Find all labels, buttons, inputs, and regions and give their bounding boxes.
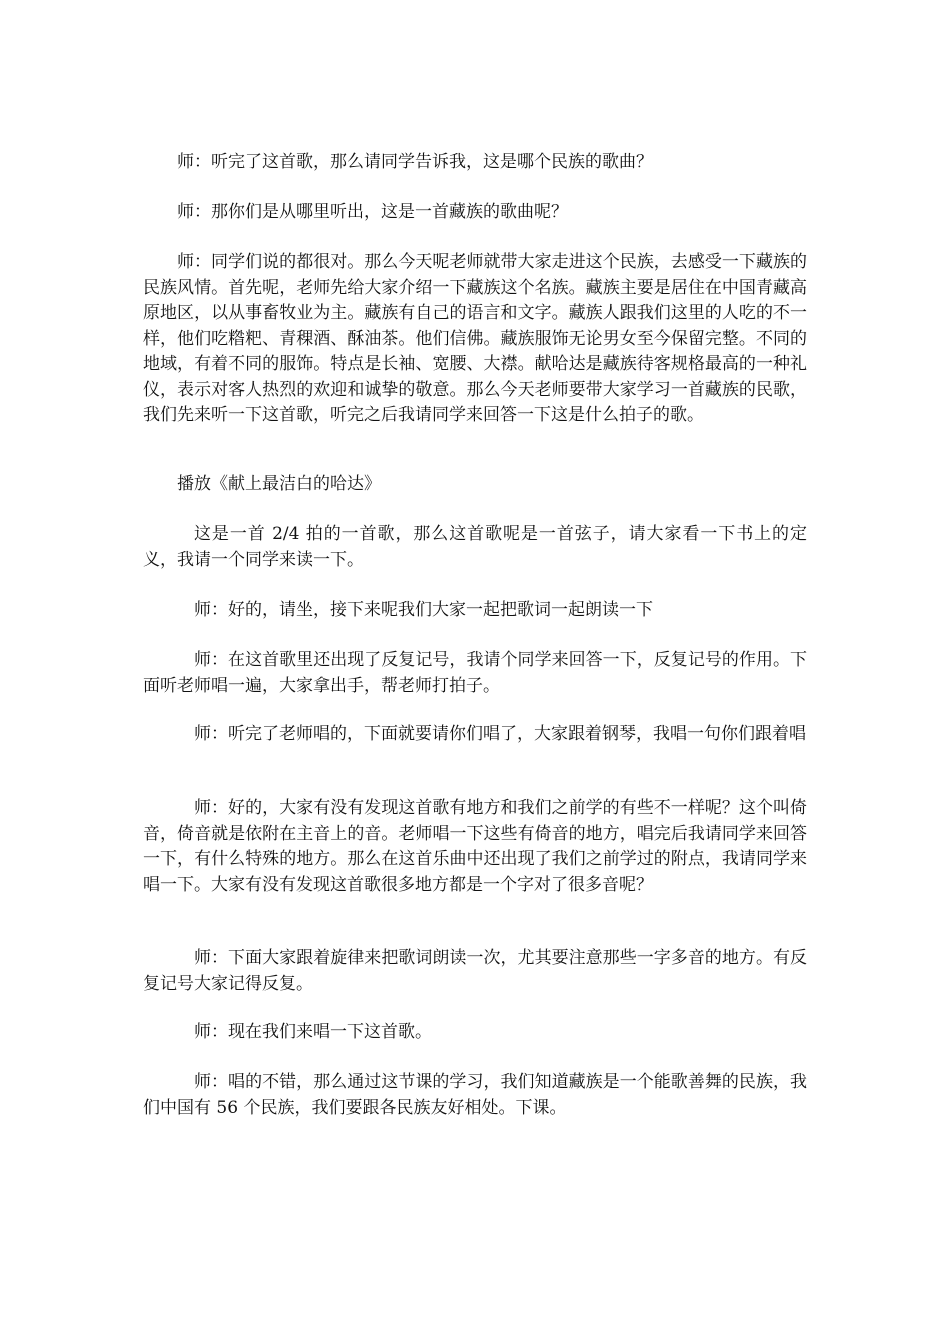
paragraph-closing: 师：唱的不错，那么通过这节课的学习，我们知道藏族是一个能歌善舞的民族，我们中国有 56 个民族，我们要跟各民族友好相处。下课。 [143, 1072, 807, 1118]
paragraph-song-meter: 这是一首 2/4 拍的一首歌，那么这首歌呢是一首弦子，请大家看一下书上的定义，我请一个同学来读一下。 [143, 524, 807, 570]
paragraph-play-song: 播放《献上最洁白的哈达》 [177, 474, 381, 494]
paragraph-repeat-sign: 师：在这首歌里还出现了反复记号，我请个同学来回答一下，反复记号的作用。下面听老师唱一遍，大家拿出手，帮老师打拍子。 [143, 650, 807, 696]
paragraph-read-with-melody: 师：下面大家跟着旋律来把歌词朗读一次，尤其要注意那些一字多音的地方。有反复记号大家记得反复。 [143, 948, 807, 994]
paragraph-read-lyrics: 师：好的，请坐，接下来呢我们大家一起把歌词一起朗读一下 [194, 600, 653, 620]
paragraph-sing-along: 师：听完了老师唱的，下面就要请你们唱了，大家跟着钢琴，我唱一句你们跟着唱 [194, 724, 806, 744]
paragraph-sing-song: 师：现在我们来唱一下这首歌。 [194, 1022, 432, 1042]
paragraph-grace-notes: 师：好的，大家有没有发现这首歌有地方和我们之前学的有些不一样呢？这个叫倚音，倚音就是依附在主音上的音。老师唱一下这些有倚音的地方，唱完后我请同学来回答一下，有什么特殊的地方。那么在这首乐曲中还出现了我们之前学过的附点，我请同学来唱一下。大家有没有发现这首歌很多地方都是一个字对了很多音呢？ [143, 798, 807, 895]
paragraph-question-how-heard: 师：那你们是从哪里听出，这是一首藏族的歌曲呢？ [177, 202, 568, 222]
paragraph-question-song-ethnicity: 师：听完了这首歌，那么请同学告诉我，这是哪个民族的歌曲？ [177, 152, 653, 172]
paragraph-tibetan-introduction: 师：同学们说的都很对。那么今天呢老师就带大家走进这个民族，去感受一下藏族的民族风情。首先呢，老师先给大家介绍一下藏族这个名族。藏族主要是居住在中国青藏高原地区，以从事畜牧业为主。藏族有自己的语言和文字。藏族人跟我们这里的人吃的不一样，他们吃糌粑、青稞酒、酥油茶。他们信佛。藏族服饰无论男女至今保留完整。不同的地域，有着不同的服饰。特点是长袖、宽腰、大襟。献哈达是藏族待客规格最高的一种礼仪，表示对客人热烈的欢迎和诚挚的敬意。那么今天老师要带大家学习一首藏族的民歌，我们先来听一下这首歌，听完之后我请同学来回答一下这是什么拍子的歌。 [143, 252, 807, 425]
